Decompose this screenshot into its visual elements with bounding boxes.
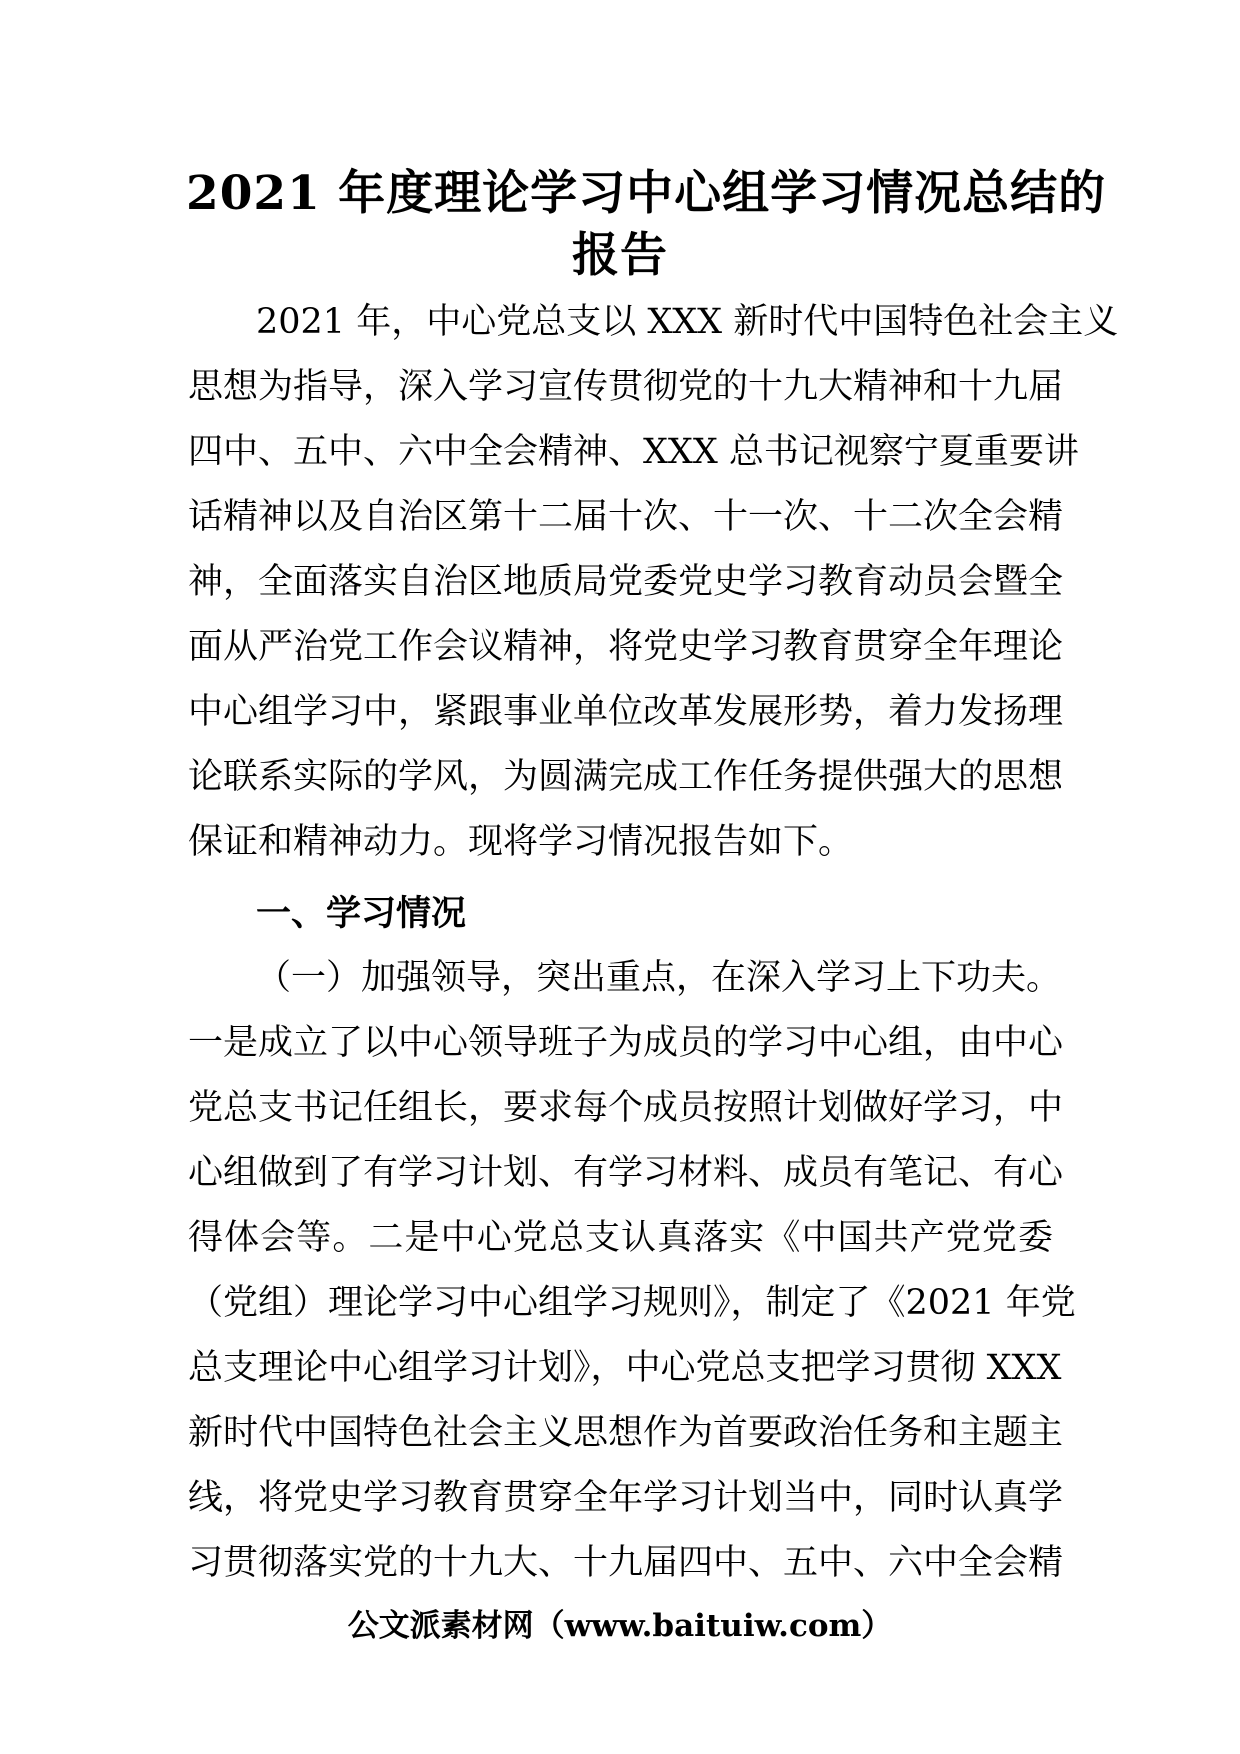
paragraph-line: 习贯彻落实党的十九大、十九届四中、五中、六中全会精 bbox=[188, 1543, 1064, 1583]
paragraph-line: 保证和精神动力。现将学习情况报告如下。 bbox=[188, 822, 854, 862]
title-line-1: 2021 年度理论学习中心组学习情况总结的 bbox=[186, 166, 1107, 221]
paragraph-line: 得体会等。二是中心党总支认真落实《中国共产党党委 bbox=[188, 1218, 1053, 1258]
footer-watermark: 公文派素材网（www.baituiw.com） bbox=[347, 1608, 893, 1644]
paragraph-line: 新时代中国特色社会主义思想作为首要政治任务和主题主 bbox=[188, 1413, 1064, 1453]
section-heading: 一、学习情况 bbox=[256, 893, 467, 934]
paragraph-line: 面从严治党工作会议精神，将党史学习教育贯穿全年理论 bbox=[188, 627, 1064, 667]
paragraph-line: 总支理论中心组学习计划》，中心党总支把学习贯彻 XXX bbox=[188, 1348, 1062, 1388]
paragraph-line: 心组做到了有学习计划、有学习材料、成员有笔记、有心 bbox=[188, 1153, 1064, 1193]
subsection-heading: （一）加强领导，突出重点，在深入学习上下功夫。 bbox=[256, 958, 1062, 998]
document-title bbox=[186, 163, 1107, 287]
title-line-2: 报告 bbox=[572, 228, 668, 283]
paragraph-line: 2021 年，中心党总支以 XXX 新时代中国特色社会主义 bbox=[256, 302, 1119, 342]
paragraph-line: 中心组学习中，紧跟事业单位改革发展形势，着力发扬理 bbox=[188, 692, 1064, 732]
paragraph-line: 四中、五中、六中全会精神、XXX 总书记视察宁夏重要讲 bbox=[188, 432, 1079, 472]
paragraph-line: 一是成立了以中心领导班子为成员的学习中心组，由中心 bbox=[188, 1023, 1064, 1063]
paragraph-line: 论联系实际的学风，为圆满完成工作任务提供强大的思想 bbox=[188, 757, 1064, 797]
paragraph-line: 思想为指导，深入学习宣传贯彻党的十九大精神和十九届 bbox=[188, 367, 1064, 407]
paragraph-line: （党组）理论学习中心组学习规则》，制定了《2021 年党 bbox=[188, 1283, 1076, 1323]
paragraph-line: 话精神以及自治区第十二届十次、十一次、十二次全会精 bbox=[188, 497, 1064, 537]
paragraph-line: 党总支书记任组长，要求每个成员按照计划做好学习，中 bbox=[188, 1088, 1064, 1128]
paragraph-line: 神，全面落实自治区地质局党委党史学习教育动员会暨全 bbox=[188, 562, 1064, 602]
paragraph-line: 线，将党史学习教育贯穿全年学习计划当中，同时认真学 bbox=[188, 1478, 1064, 1518]
document-body bbox=[188, 290, 1119, 1596]
